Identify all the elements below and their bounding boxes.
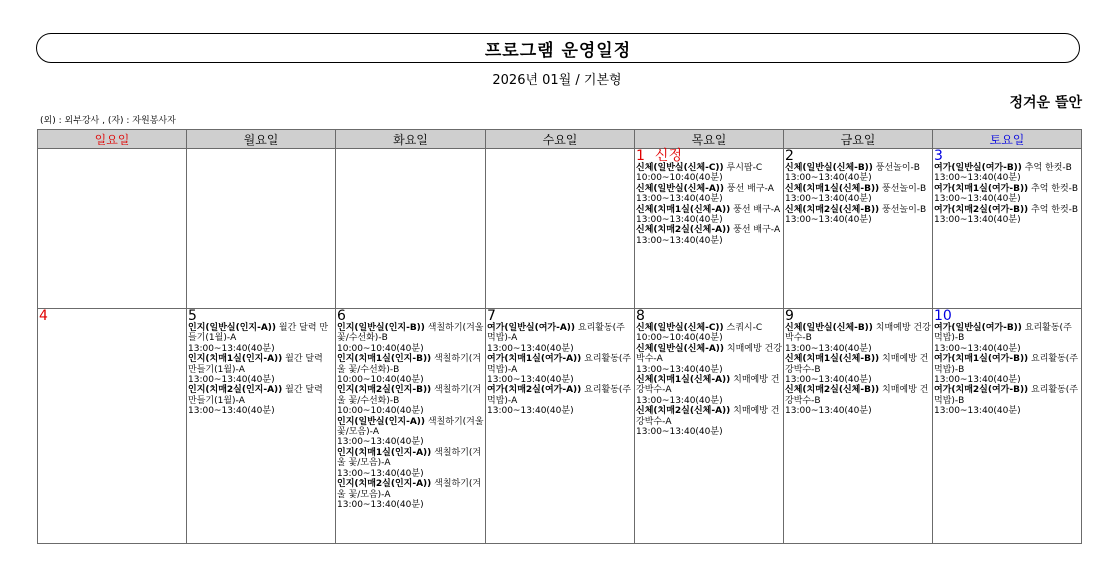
program-category: 여가(치매2실(여가-A)): [487, 385, 582, 396]
program-time: 10:00~10:40(40분): [636, 333, 723, 344]
page-title: 프로그램 운영일정: [484, 40, 632, 61]
program-time: 13:00~13:40(40분): [934, 406, 1021, 417]
program-title: 월간 달력 만들기(1월)-A: [188, 323, 329, 344]
program-title: 추억 한컷-B: [1028, 183, 1079, 194]
program-time: 13:00~13:40(40분): [785, 343, 872, 354]
program-entry: [785, 323, 931, 354]
program-category: 인지(치매1실(인지-B)): [337, 354, 432, 365]
program-entry: [337, 479, 484, 510]
program-time: 10:00~10:40(40분): [636, 173, 723, 184]
program-category: 여가(치매2실(여가-B)): [934, 385, 1029, 396]
page-subtitle: 2026년 01월 / 기본형: [492, 73, 622, 88]
day-number: 10: [934, 308, 952, 324]
title-banner: [36, 33, 1080, 63]
program-time: 13:00~13:40(40분): [636, 215, 723, 226]
program-category: 인지(치매2실(인지-B)): [337, 385, 432, 396]
program-category: 신체(일반실(신체-A)): [636, 343, 725, 354]
program-title: 색칠하기(겨울 꽃/수선화)-B: [337, 323, 484, 344]
day-number-line: [934, 309, 1080, 323]
program-time: 10:00~10:40(40분): [337, 406, 424, 417]
program-entry: [934, 184, 1080, 205]
day-cell: [933, 149, 1082, 309]
weekday-friday: 금요일: [784, 130, 933, 149]
program-title: 요리활동(주먹밥)-A: [487, 385, 632, 406]
day-number-line: [39, 309, 185, 323]
program-entry: [487, 354, 633, 385]
program-entry: [934, 323, 1080, 354]
program-category: 신체(일반실(신체-C)): [636, 323, 724, 333]
program-category: 신체(치매2실(신체-A)): [636, 225, 731, 236]
program-entry: [934, 354, 1080, 385]
program-entry: [785, 163, 931, 184]
program-time: 13:00~13:40(40분): [934, 343, 1021, 354]
program-category: 인지(치매2실(인지-A)): [337, 479, 432, 490]
program-title: 치매예방 건강박수-B: [785, 323, 931, 344]
day-number: 1: [636, 148, 645, 164]
program-category: 신체(치매1실(신체-A)): [636, 204, 731, 215]
program-title: 색칠하기(겨울 꽃/모음)-A: [337, 479, 482, 500]
day-number-line: [785, 149, 931, 163]
program-title: 색칠하기(겨울 꽃/수선화)-B: [337, 385, 482, 406]
program-category: 신체(치매1실(신체-B)): [785, 354, 880, 365]
program-title: 치매예방 건강박수-B: [785, 385, 929, 406]
holiday-label: 신정: [654, 148, 682, 164]
day-number: 2: [785, 148, 794, 164]
calendar-table: [37, 129, 1082, 544]
program-entry: [636, 225, 782, 246]
program-entry: [785, 205, 931, 226]
program-category: 여가(일반실(여가-B)): [934, 163, 1022, 173]
program-entry: [636, 184, 782, 205]
day-cell: [187, 309, 336, 544]
day-number-line: [337, 309, 484, 323]
day-number: 4: [39, 308, 48, 324]
weekday-sunday: 일요일: [38, 130, 187, 149]
program-entry: [337, 323, 484, 354]
program-time: 13:00~13:40(40분): [337, 437, 424, 448]
program-title: 치매예방 건강박수-A: [636, 406, 780, 427]
program-entry: [337, 354, 484, 385]
program-category: 인지(치매2실(인지-A)): [188, 385, 283, 396]
program-time: 13:00~13:40(40분): [785, 375, 872, 386]
program-time: 13:00~13:40(40분): [188, 343, 275, 354]
program-category: 신체(일반실(신체-A)): [636, 183, 725, 194]
program-time: 13:00~13:40(40분): [785, 194, 872, 205]
program-time: 13:00~13:40(40분): [487, 375, 574, 386]
day-cell: [784, 149, 933, 309]
program-title: 풍선놀이-B: [879, 204, 927, 215]
day-number-line: [934, 149, 1080, 163]
program-entry: [934, 163, 1080, 184]
program-title: 요리활동(주먹밥)-B: [934, 354, 1079, 375]
program-entry: [785, 385, 931, 416]
program-time: 13:00~13:40(40분): [337, 468, 424, 479]
program-time: 13:00~13:40(40분): [188, 375, 275, 386]
day-number: 3: [934, 148, 943, 164]
program-title: 추억 한컷-B: [1028, 204, 1079, 215]
day-cell: [784, 309, 933, 544]
week-row: [38, 309, 1082, 544]
day-cell: [38, 149, 187, 309]
program-entry: [337, 417, 484, 448]
day-cell: [486, 309, 635, 544]
program-title: 요리활동(주먹밥)-B: [934, 385, 1079, 406]
organization-name: 정겨운 뜰안: [1009, 95, 1082, 111]
program-time: 13:00~13:40(40분): [785, 173, 872, 184]
weekday-tuesday: 화요일: [336, 130, 486, 149]
program-title: 요리활동(주먹밥)-A: [487, 354, 632, 375]
day-cell: [635, 309, 784, 544]
program-category: 인지(일반실(인지-A)): [188, 323, 277, 333]
program-category: 신체(치매1실(신체-B)): [785, 183, 880, 194]
program-time: 13:00~13:40(40분): [636, 395, 723, 406]
program-time: 13:00~13:40(40분): [934, 215, 1021, 226]
program-title: 월간 달력 만들기(1월)-A: [188, 385, 323, 406]
day-number: 9: [785, 308, 794, 324]
program-time: 13:00~13:40(40분): [934, 375, 1021, 386]
program-title: 풍선 배구-A: [724, 183, 774, 194]
program-entry: [188, 385, 334, 416]
program-title: 스쿼시-C: [723, 323, 763, 333]
program-title: 색칠하기(겨울 꽃/모음)-A: [337, 447, 482, 469]
day-cell: [933, 309, 1082, 544]
program-title: 치매예방 건강박수-B: [785, 354, 929, 375]
program-title: 풍선놀이-B: [872, 163, 920, 173]
day-number: 7: [487, 308, 496, 324]
program-entry: [785, 184, 931, 205]
program-time: 13:00~13:40(40분): [337, 499, 424, 510]
program-category: 인지(일반실(인지-B)): [337, 323, 425, 333]
day-cell: [336, 149, 486, 309]
weekday-header-row: [38, 130, 1082, 149]
program-title: 월간 달력 만들기(1월)-A: [188, 354, 323, 375]
program-category: 신체(일반실(신체-B)): [785, 163, 873, 173]
program-title: 요리활동(주먹밥)-B: [934, 323, 1072, 344]
day-number-line: [636, 149, 782, 163]
program-time: 13:00~13:40(40분): [487, 406, 574, 417]
program-title: 치매예방 건강박수-A: [636, 375, 780, 396]
day-number: 6: [337, 308, 346, 324]
program-category: 여가(일반실(여가-B)): [934, 323, 1022, 333]
day-cell: [486, 149, 635, 309]
program-category: 인지(일반실(인지-A)): [337, 416, 426, 427]
program-time: 13:00~13:40(40분): [636, 194, 723, 205]
program-entry: [636, 375, 782, 406]
weekday-thursday: 목요일: [635, 130, 784, 149]
program-title: 풍선 배구-A: [730, 204, 781, 215]
day-cell: [187, 149, 336, 309]
program-category: 신체(일반실(신체-C)): [636, 163, 724, 173]
program-category: 인지(치매1실(인지-A)): [188, 354, 283, 365]
program-entry: [636, 205, 782, 226]
program-time: 13:00~13:40(40분): [934, 194, 1021, 205]
day-number-line: [188, 309, 334, 323]
legend-note: (외) : 외부강사 , (자) : 자원봉사자: [40, 116, 176, 126]
program-entry: [636, 163, 782, 184]
program-entry: [487, 385, 633, 416]
weekday-monday: 월요일: [187, 130, 336, 149]
program-time: 13:00~13:40(40분): [785, 215, 872, 226]
program-time: 10:00~10:40(40분): [337, 375, 424, 386]
program-category: 여가(치매2실(여가-B)): [934, 204, 1029, 215]
program-title: 루시팝-C: [723, 163, 763, 173]
program-category: 여가(치매1실(여가-B)): [934, 183, 1029, 194]
program-entry: [934, 385, 1080, 416]
day-cell: [336, 309, 486, 544]
program-title: 추억 한컷-B: [1021, 163, 1072, 173]
day-number-line: [636, 309, 782, 323]
program-time: 10:00~10:40(40분): [337, 343, 424, 354]
weekday-wednesday: 수요일: [486, 130, 635, 149]
program-category: 신체(치매2실(신체-B)): [785, 385, 880, 396]
day-number: 8: [636, 308, 645, 324]
weekday-saturday: 토요일: [933, 130, 1082, 149]
program-title: 요리활동(주먹밥)-A: [487, 323, 625, 344]
program-entry: [785, 354, 931, 385]
week-row: [38, 149, 1082, 309]
day-cell: [38, 309, 187, 544]
program-time: 13:00~13:40(40분): [636, 427, 723, 438]
program-title: 색칠하기(겨울 꽃/수선화)-B: [337, 354, 482, 375]
program-entry: [337, 385, 484, 416]
program-time: 13:00~13:40(40분): [636, 364, 723, 375]
program-time: 13:00~13:40(40분): [487, 343, 574, 354]
program-category: 여가(치매1실(여가-A)): [487, 354, 582, 365]
program-entry: [636, 323, 782, 344]
day-cell: [635, 149, 784, 309]
program-time: 13:00~13:40(40분): [636, 235, 723, 246]
program-category: 여가(일반실(여가-A)): [487, 323, 576, 333]
program-category: 신체(치매2실(신체-A)): [636, 406, 731, 417]
program-title: 풍선놀이-B: [879, 183, 927, 194]
program-category: 신체(치매2실(신체-B)): [785, 204, 880, 215]
program-entry: [934, 205, 1080, 226]
program-entry: [188, 354, 334, 385]
program-entry: [337, 448, 484, 479]
program-title: 색칠하기(겨울 꽃/모음)-A: [337, 416, 484, 438]
program-time: 13:00~13:40(40분): [188, 406, 275, 417]
program-entry: [636, 406, 782, 437]
program-entry: [487, 323, 633, 354]
program-category: 인지(치매1실(인지-A)): [337, 447, 432, 458]
program-entry: [188, 323, 334, 354]
program-time: 13:00~13:40(40분): [934, 173, 1021, 184]
program-category: 신체(치매1실(신체-A)): [636, 375, 731, 386]
day-number-line: [785, 309, 931, 323]
program-time: 13:00~13:40(40분): [785, 406, 872, 417]
day-number-line: [487, 309, 633, 323]
program-title: 치매예방 건강박수-A: [636, 343, 782, 365]
program-category: 여가(치매1실(여가-B)): [934, 354, 1029, 365]
program-title: 풍선 배구-A: [730, 225, 781, 236]
day-number: 5: [188, 308, 197, 324]
program-entry: [636, 344, 782, 375]
program-category: 신체(일반실(신체-B)): [785, 323, 873, 333]
